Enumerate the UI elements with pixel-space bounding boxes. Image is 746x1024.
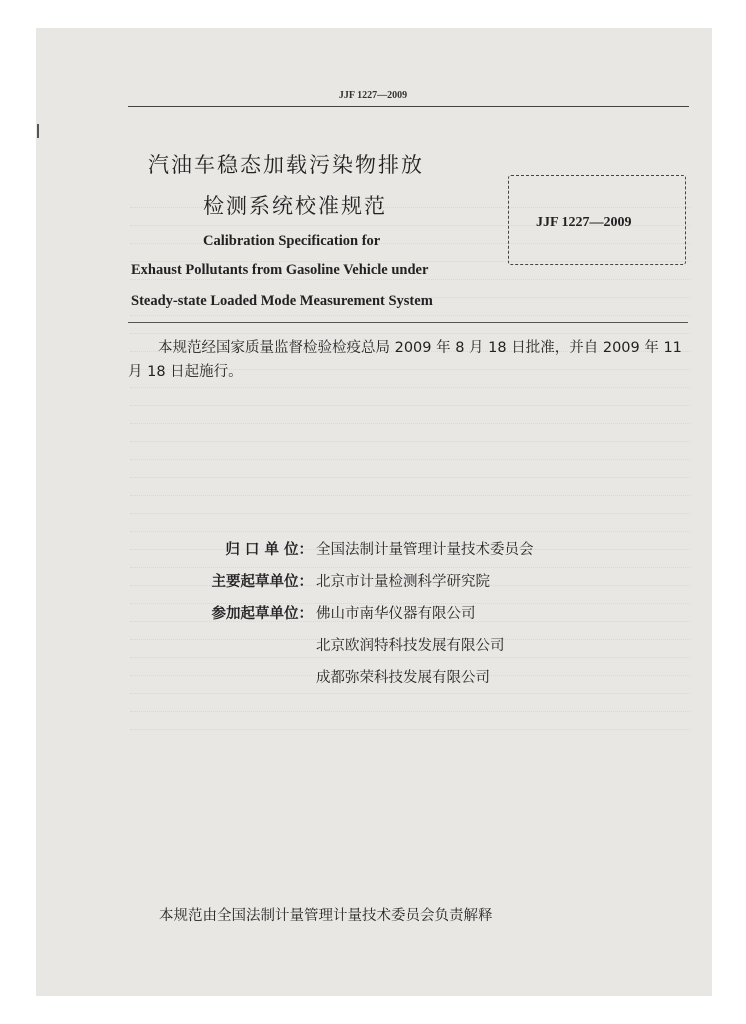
participating-unit-3: 成都弥荣科技发展有限公司 [316, 670, 490, 686]
responsible-unit-label: 归 口 单 位： [225, 542, 313, 558]
running-header: JJF 1227—2009 [338, 90, 408, 101]
main-drafter-value: 北京市计量检测科学研究院 [316, 574, 490, 590]
main-drafter-label-box [150, 570, 313, 590]
title-en-line-1: Calibration Specification for [203, 233, 381, 249]
interpretation-note: 本规范由全国法制计量管理计量技术委员会负责解释 [159, 908, 493, 924]
title-en-line-3: Steady-state Loaded Mode Measurement System [131, 293, 433, 309]
title-en-line-2: Exhaust Pollutants from Gasoline Vehicle under [131, 262, 429, 278]
responsible-unit-value: 全国法制计量管理计量技术委员会 [316, 542, 534, 558]
participating-unit-1: 佛山市南华仪器有限公司 [316, 606, 476, 622]
main-drafter-label: 主要起草单位： [211, 574, 313, 590]
title-divider [128, 322, 688, 323]
header-rule [128, 106, 689, 107]
participating-label-box [150, 602, 313, 622]
title-zh-line-1: 汽油车稳态加载污染物排放 [148, 153, 424, 177]
approval-statement: 本规范经国家质量监督检验检疫总局 2009 年 8 月 18 日批准，并自 2009 年 11 月 18 日起施行。 [128, 340, 682, 380]
responsible-unit-label-box [150, 538, 313, 558]
participating-unit-2: 北京欧润特科技发展有限公司 [316, 638, 505, 654]
spec-code: JJF 1227—2009 [536, 215, 632, 230]
title-zh-line-2: 检测系统校准规范 [203, 194, 387, 218]
participating-label: 参加起草单位： [211, 606, 313, 622]
scan-mark [37, 124, 39, 138]
